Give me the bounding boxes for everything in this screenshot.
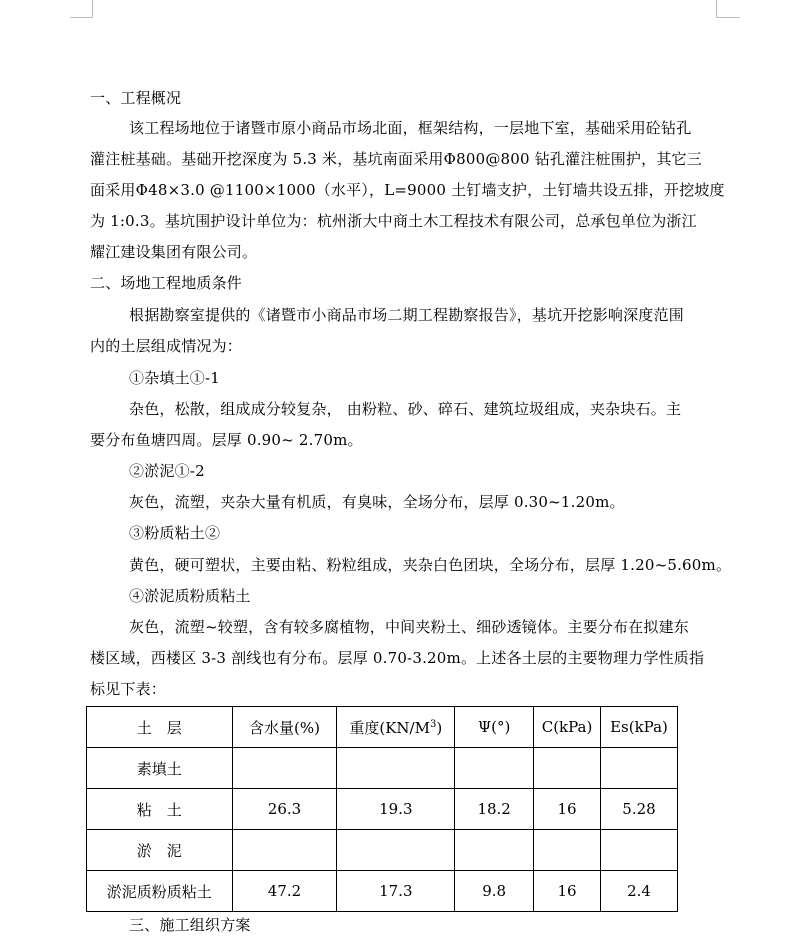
table-cell xyxy=(455,748,534,789)
paragraph-line: 标见下表： xyxy=(90,680,167,698)
paragraph-line: 内的土层组成情况为： xyxy=(90,337,243,355)
crop-mark xyxy=(70,17,92,18)
table-header-cell: Es(kPa) xyxy=(601,707,678,748)
table-row xyxy=(87,830,678,871)
table-cell: 47.2 xyxy=(232,871,337,912)
table-row xyxy=(87,748,678,789)
layer-title: ①杂填土①-1 xyxy=(129,369,221,387)
table-header-row xyxy=(87,707,678,748)
table-cell xyxy=(534,830,601,871)
paragraph-line: 黄色，硬可塑状，主要由粘、粉粒组成，夹杂白色团块，全场分布，层厚 1.20~5.60m。 xyxy=(129,556,732,574)
paragraph-line: 灰色，流塑，夹杂大量有机质，有臭味，全场分布，层厚 0.30~1.20m。 xyxy=(129,493,625,511)
table-cell: 17.3 xyxy=(337,871,455,912)
table-cell: 16 xyxy=(534,871,601,912)
table-cell: 19.3 xyxy=(337,789,455,830)
paragraph-line: 灰色，流塑~较塑，含有较多腐植物，中间夹粉土、细砂透镜体。主要分布在拟建东 xyxy=(129,618,689,636)
layer-title: ④淤泥质粉质粘土 xyxy=(129,587,251,605)
table-header-text: 重度(KN/M xyxy=(349,718,430,737)
table-cell xyxy=(232,830,337,871)
table-cell: 淤泥质粉质粘土 xyxy=(87,871,233,912)
table-header-cell: Ψ(°) xyxy=(455,707,534,748)
crop-mark xyxy=(92,0,93,18)
table-cell: 粘 土 xyxy=(87,789,233,830)
paragraph-line: 灌注桩基础。基础开挖深度为 5.3 米，基坑南面采用Φ800@800 钻孔灌注桩围护，其它三 xyxy=(90,150,702,168)
table-cell xyxy=(534,748,601,789)
table-cell: 5.28 xyxy=(601,789,678,830)
table-header-cell xyxy=(337,707,455,748)
crop-mark xyxy=(716,0,717,18)
section-heading: 三、施工组织方案 xyxy=(129,916,251,934)
table-header-text: ) xyxy=(436,718,443,737)
paragraph-line: 面采用Φ48×3.0 @1100×1000（水平），L=9000 土钉墙支护，土钉墙共设五排，开挖坡度 xyxy=(90,181,725,199)
table-cell xyxy=(601,748,678,789)
table-cell: 16 xyxy=(534,789,601,830)
table-cell: 26.3 xyxy=(232,789,337,830)
table-cell xyxy=(337,748,455,789)
table-header-cell: 含水量(%) xyxy=(232,707,337,748)
section-heading: 一、工程概况 xyxy=(90,89,182,107)
paragraph-line: 楼区域，西楼区 3-3 剖线也有分布。层厚 0.70-3.20m。上述各土层的主要物理力学性质指 xyxy=(90,649,705,667)
table-cell: 素填土 xyxy=(87,748,233,789)
crop-mark xyxy=(716,17,740,18)
table-header-cell: C(kPa) xyxy=(534,707,601,748)
soil-properties-table xyxy=(86,706,678,912)
table-cell: 2.4 xyxy=(601,871,678,912)
table-cell xyxy=(455,830,534,871)
table-cell xyxy=(337,830,455,871)
table-row xyxy=(87,789,678,830)
layer-title: ②淤泥①-2 xyxy=(129,462,205,480)
superscript: 3 xyxy=(429,718,437,730)
paragraph-line: 耀江建设集团有限公司。 xyxy=(90,243,258,261)
paragraph-line: 要分布鱼塘四周。层厚 0.90~ 2.70m。 xyxy=(90,431,363,449)
table-cell: 淤 泥 xyxy=(87,830,233,871)
table-cell: 9.8 xyxy=(455,871,534,912)
table-cell xyxy=(232,748,337,789)
table-header-cell: 土 层 xyxy=(87,707,233,748)
paragraph-line: 杂色，松散，组成成分较复杂， 由粉粒、砂、碎石、建筑垃圾组成，夹杂块石。主 xyxy=(129,400,682,418)
section-heading: 二、场地工程地质条件 xyxy=(90,274,243,292)
table-cell: 18.2 xyxy=(455,789,534,830)
paragraph-line: 为 1:0.3。基坑围护设计单位为：杭州浙大中商土木工程技术有限公司，总承包单位为浙江 xyxy=(90,212,697,230)
paragraph-line: 该工程场地位于诸暨市原小商品市场北面，框架结构，一层地下室，基础采用砼钻孔 xyxy=(129,119,692,137)
paragraph-line: 根据勘察室提供的《诸暨市小商品市场二期工程勘察报告》，基坑开挖影响深度范围 xyxy=(129,306,684,324)
layer-title: ③粉质粘土② xyxy=(129,524,221,542)
table-cell xyxy=(601,830,678,871)
table-row xyxy=(87,871,678,912)
